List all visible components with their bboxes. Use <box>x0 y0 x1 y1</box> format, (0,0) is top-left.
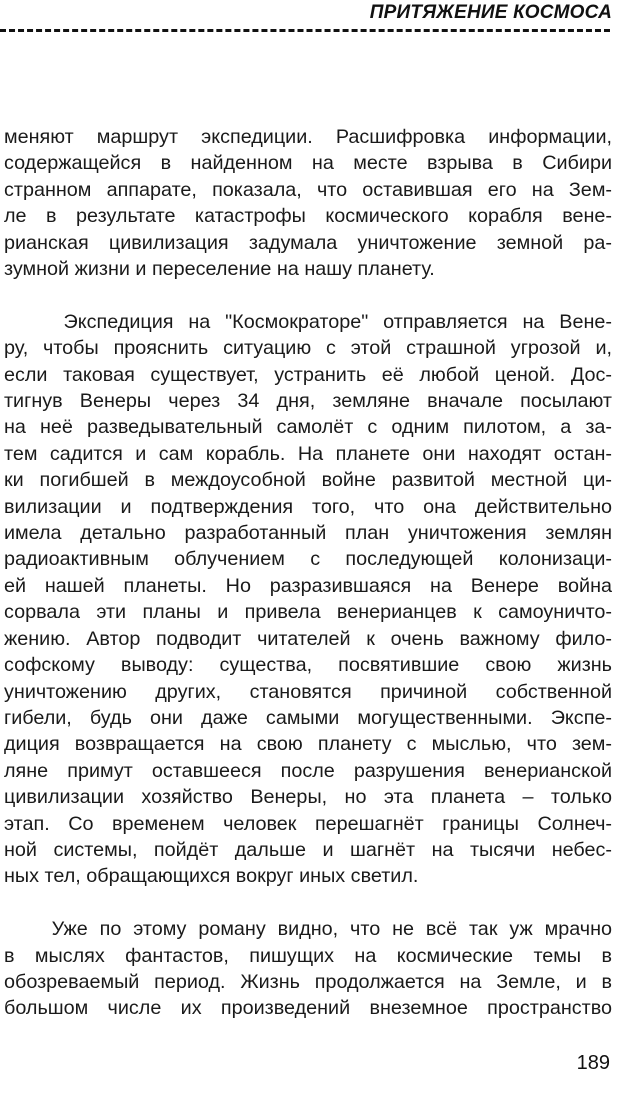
text-line: ей нашей планеты. Но разразившаяся на Венере война <box>4 574 612 597</box>
body-text <box>4 124 612 1022</box>
text-line: жению. Автор подводит читателей к очень важному фило- <box>4 627 612 650</box>
text-line: ной системы, пойдёт дальше и шагнёт на тысячи небес- <box>4 838 612 861</box>
text-line: ле в результате катастрофы космического корабля вене- <box>4 205 612 228</box>
text-line: в мыслях фантастов, пишущих на космические темы в <box>4 944 612 967</box>
text-line: содержащейся в найденном на месте взрыва в Сибири <box>4 152 612 175</box>
text-line: если таковая существует, устранить её любой ценой. Дос- <box>4 363 612 386</box>
text-line: Уже по этому роману видно, что не всё так уж мрачно <box>4 918 612 941</box>
text-line: ки погибшей в междоусобной войне развитой местной ци- <box>4 469 612 492</box>
header-dashed-rule <box>0 29 610 32</box>
text-line: ных тел, обращающихся вокруг иных светил. <box>4 865 419 888</box>
text-line: ру, чтобы прояснить ситуацию с этой страшной угрозой и, <box>4 337 612 360</box>
text-line: сорвала эти планы и привела венерианцев к самоуничто- <box>4 601 612 624</box>
paragraph-2 <box>4 309 612 890</box>
text-line: цивилизации хозяйство Венеры, но эта планета – только <box>4 786 612 809</box>
text-line: имела детально разработанный план уничтожения землян <box>4 522 612 545</box>
text-line: обозреваемый период. Жизнь продолжается на Земле, и в <box>4 970 612 993</box>
text-line: меняют маршрут экспедиции. Расшифровка информации, <box>4 126 612 148</box>
text-line: зумной жизни и переселение на нашу планету. <box>4 258 435 281</box>
paragraph-3 <box>4 916 612 1022</box>
text-line: тигнув Венеры через 34 дня, земляне вначале посылают <box>4 390 612 413</box>
text-line: радиоактивным облучением с последующей колонизаци- <box>4 548 612 571</box>
text-line: на неё разведывательный самолёт с одним пилотом, а за- <box>4 416 612 439</box>
text-line: диция возвращается на свою планету с мыслью, что зем- <box>4 733 612 756</box>
text-line: рианская цивилизация задумала уничтожение земной ра- <box>4 231 612 254</box>
running-header-title: ПРИТЯЖЕНИЕ КОСМОСА <box>369 2 612 23</box>
text-line: гибели, будь они даже самыми могущественными. Экспе- <box>4 706 612 729</box>
text-line: софскому выводу: существа, посвятившие свою жизнь <box>4 654 612 677</box>
page-number: 189 <box>576 1052 610 1074</box>
text-line: тем садится и сам корабль. На планете они находят остан- <box>4 442 612 465</box>
text-line: ляне примут оставшееся после разрушения венерианской <box>4 759 612 782</box>
text-line: этап. Со временем человек перешагнёт границы Солнеч- <box>4 812 612 835</box>
text-line: большом числе их произведений внеземное пространство <box>4 997 612 1020</box>
text-line: уничтожению других, становятся причиной собственной <box>4 680 612 703</box>
text-line: Экспедиция на "Космократоре" отправляется на Вене- <box>4 310 612 333</box>
text-line: странном аппарате, показала, что оставившая его на Зем- <box>4 178 612 201</box>
paragraph-1 <box>4 124 612 282</box>
text-line: вилизации и подтверждения того, что она действительно <box>4 495 612 518</box>
